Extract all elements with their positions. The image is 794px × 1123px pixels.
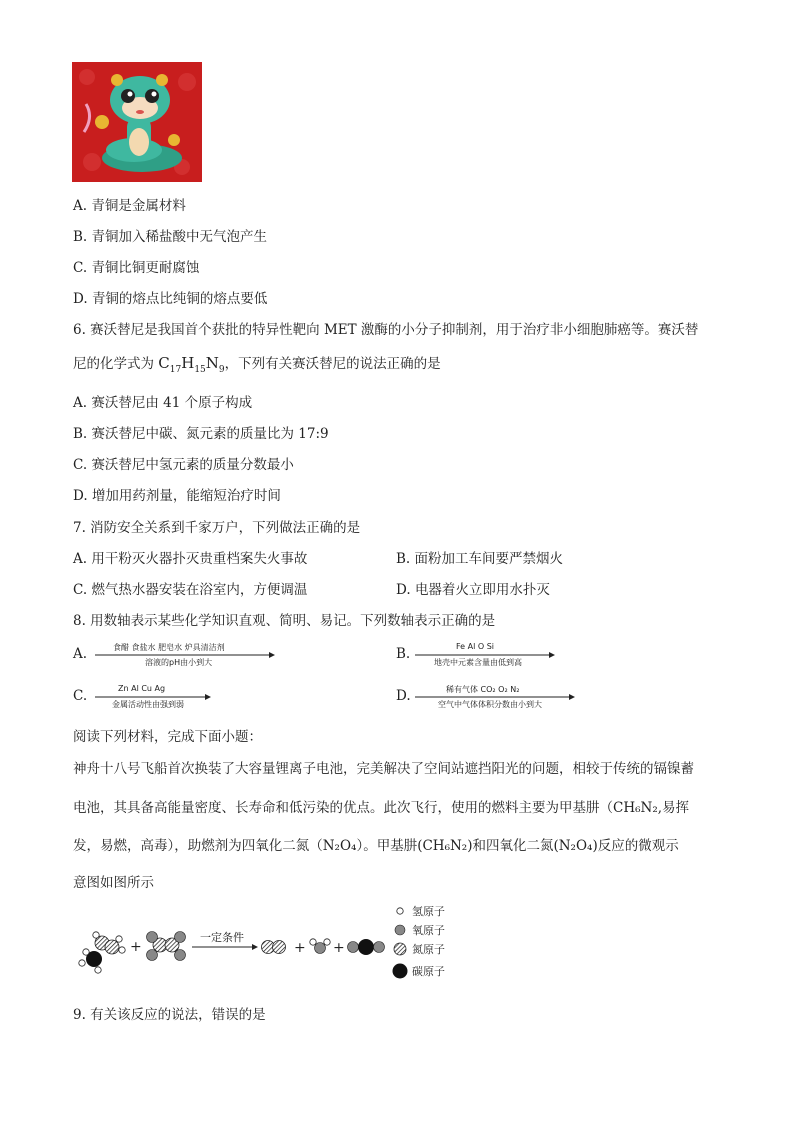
q8-axis-a-top: 食醋 食盐水 肥皂水 炉具清洁剂	[113, 643, 225, 652]
legend	[393, 904, 446, 979]
formula: $C_{17}H_{15}N_9$	[158, 354, 225, 375]
q5-option-b: B. 青铜加入稀盐酸中无气泡产生	[73, 229, 268, 245]
methylhydrazine-molecule	[79, 932, 125, 973]
q5-option-c: C. 青铜比铜更耐腐蚀	[73, 260, 200, 276]
q8-axis-d-top: 稀有气体 CO₂ O₂ N₂	[446, 685, 520, 694]
legend-oxygen-swatch	[395, 925, 405, 935]
plus-sign-2: +	[294, 940, 306, 956]
q7-option-d: D. 电器着火立即用水扑灭	[396, 582, 550, 598]
dinitrogen-tetroxide-molecule	[147, 932, 186, 961]
q6-option-d: D. 增加用药剂量，能缩短治疗时间	[73, 488, 281, 504]
plus-sign-3: +	[333, 940, 345, 956]
reaction-diagram	[74, 903, 474, 983]
q8-axis-c-top: Zn Al Cu Ag	[118, 684, 166, 693]
reading-intro: 阅读下列材料，完成下面小题：	[73, 729, 262, 745]
legend-nitrogen-label: 氮原子	[412, 943, 445, 956]
q6-stem-line1: 6. 赛沃替尼是我国首个获批的特异性靶向 MET 激酶的小分子抑制剂，用于治疗非小细胞肺癌等。赛沃替	[73, 322, 699, 338]
q8-axis-b-top: Fe Al O Si	[456, 642, 495, 651]
q6-option-a: A. 赛沃替尼由 41 个原子构成	[73, 395, 253, 411]
q5-option-d: D. 青铜的熔点比纯铜的熔点要低	[73, 291, 268, 307]
q8-option-a-letter: A.	[73, 646, 88, 662]
legend-oxygen-label: 氧原子	[412, 924, 445, 937]
q5-option-a: A. 青铜是金属材料	[73, 198, 186, 214]
legend-carbon-swatch	[393, 964, 408, 979]
reading-paragraph-line4: 意图如图所示	[73, 875, 154, 891]
q8-option-b-letter: B.	[396, 646, 411, 662]
reading-paragraph-line2: 电池，其具备高能量密度、长寿命和低污染的优点。此次飞行，使用的燃料主要为甲基肼（CH₆N₂,易挥	[73, 800, 690, 816]
q8-stem: 8. 用数轴表示某些化学知识直观、简明、易记。下列数轴表示正确的是	[73, 613, 496, 629]
q7-option-b: B. 面粉加工车间要严禁烟火	[396, 551, 564, 567]
reading-paragraph-line3: 发，易燃，高毒），助燃剂为四氧化二氮（N₂O₄）。甲基肼(CH₆N₂)和四氧化二氮(N₂O₄)反应的微观示	[73, 838, 679, 854]
q8-axis-a-bottom: 溶液的pH由小到大	[145, 658, 213, 667]
q7-stem: 7. 消防安全关系到千家万户，下列做法正确的是	[73, 520, 361, 536]
water-molecule	[310, 939, 330, 954]
nitrogen-molecule	[262, 941, 286, 954]
q6-option-c: C. 赛沃替尼中氢元素的质量分数最小	[73, 457, 294, 473]
q8-axis-c-bottom: 金属活动性由强到弱	[112, 700, 184, 709]
snake-mascot-image	[72, 62, 202, 182]
reading-paragraph-line1: 神舟十八号飞船首次换装了大容量锂离子电池，完美解决了空间站遮挡阳光的问题，相较于传统的镉镍蓄	[73, 761, 694, 777]
q8-axis-d-bottom: 空气中气体体积分数由小到大	[438, 700, 542, 709]
carbon-dioxide-molecule	[348, 939, 385, 955]
q8-option-c-letter: C.	[73, 688, 88, 704]
q7-option-a: A. 用干粉灭火器扑灭贵重档案失火事故	[73, 551, 308, 567]
reaction-condition: 一定条件	[200, 931, 244, 944]
q8-option-d-letter: D.	[396, 688, 411, 704]
q6-stem-line2: 尼的化学式为 $C_{17}H_{15}N_9$，下列有关赛沃替尼的说法正确的是	[73, 354, 441, 375]
q8-axis-b-bottom: 地壳中元素含量由低到高	[434, 658, 522, 667]
legend-carbon-label: 碳原子	[412, 965, 445, 978]
legend-hydrogen-swatch	[397, 908, 403, 914]
q6-option-b: B. 赛沃替尼中碳、氮元素的质量比为 17:9	[73, 426, 329, 442]
legend-hydrogen-label: 氢原子	[412, 905, 445, 918]
legend-nitrogen-swatch	[394, 943, 406, 955]
q9-stem: 9. 有关该反应的说法，错误的是	[73, 1007, 266, 1023]
plus-sign-1: +	[130, 939, 142, 955]
q7-option-c: C. 燃气热水器安装在浴室内，方便调温	[73, 582, 308, 598]
